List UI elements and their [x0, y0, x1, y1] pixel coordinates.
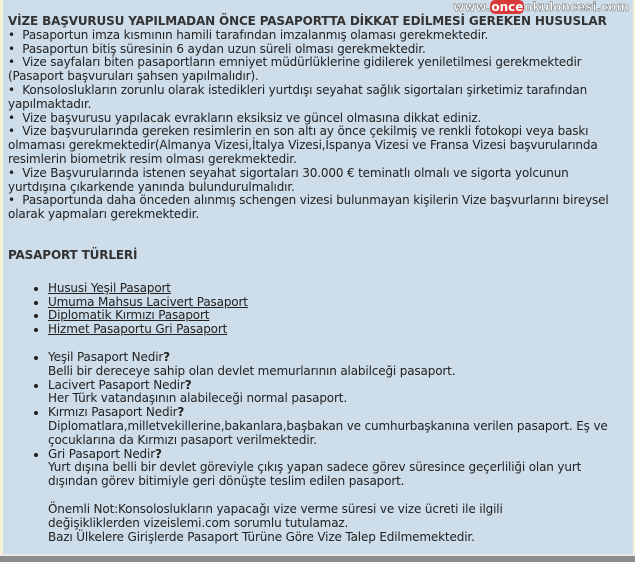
list-item: • Konsoloslukların zorunlu olarak istedikleri yurtdışı seyahat sağlık sigortaları şirketimiz tarafından yapılmaktadır.	[8, 82, 588, 111]
note-line: değişikliklerden vizeislemi.com sorumlu tutulamaz.	[48, 515, 349, 530]
bottom-border	[0, 554, 635, 562]
list-item-text: Pasaportun imza kısmının hamili tarafından imzalanmış olaması gerekmektedir.	[22, 27, 489, 42]
faq-answer: Belli bir dereceye sahip olan devlet memurlarının alabilceği pasaport.	[48, 363, 456, 378]
note-line: Bazı Ülkelere Girişlerde Pasaport Türüne Göre Vize Talep Edilmemektedir.	[48, 529, 475, 544]
note-line: Önemli Not:Konsoloslukların yapacağı vize verme süresi ve vize ücreti ile ilgili	[48, 501, 503, 516]
article	[8, 15, 628, 544]
list-item	[48, 296, 628, 310]
list-item-text: Vize sayfaları biten pasaportların emniyet müdürlüklerine gidilerek yeniletilmesi gerekmektedir (Pasaport başvuruları şahsen yapılmalıdır).	[8, 55, 582, 84]
list-item: • Vize başvurusu yapılacak evrakların eksiksiz ve güncel olmasına dikkat ediniz.	[8, 110, 482, 125]
list-item: • Vize başvurularında gereken resimlerin en son altı ay önce çekilmiş ve renkli fotokopi veya baskı olmaması gerekmektedir(Almanya Vizesi,İtalya Vizesi,İspanya Vizesi ve Fransa Vizesi başvurularında resimlerin biometrik resim olması gerekmektedir.	[8, 124, 598, 166]
list-item-text: Pasaportun bitiş süresinin 6 aydan uzun süreli olması gerekmektedir.	[22, 41, 426, 56]
link-hususi-yesil[interactable]: Hususi Yeşil Pasaport	[48, 280, 171, 295]
list-item	[48, 323, 628, 337]
watermark-logo: www.onceokuloncesi.com	[453, 0, 629, 14]
faq-item	[48, 379, 628, 407]
list-item-text: Konsoloslukların zorunlu olarak istedikleri yurtdışı seyahat sağlık sigortaları şirketimiz tarafından yapılmaktadır.	[8, 82, 588, 111]
list-item: • Pasaportun imza kısmının hamili tarafından imzalanmış olaması gerekmektedir.	[8, 27, 489, 42]
page-title: VİZE BAŞVURUSU YAPILMADAN ÖNCE PASAPORTTA DİKKAT EDİLMESİ GEREKEN HUSUSLAR	[8, 14, 607, 28]
passport-type-links	[8, 282, 628, 337]
faq-item	[48, 406, 628, 447]
faq-question: Gri Pasaport Nedir	[48, 446, 155, 461]
faq-question: Kırmızı Pasaport Nedir	[48, 405, 178, 420]
list-item: • Vize sayfaları biten pasaportların emniyet müdürlüklerine gidilerek yeniletilmesi gerekmektedir (Pasaport başvuruları şahsen yapılmalıdır).	[8, 55, 582, 84]
faq-question: Lacivert Pasaport Nedir	[48, 377, 185, 392]
requirements-list	[8, 29, 628, 222]
list-item	[48, 309, 628, 323]
faq-item	[48, 448, 628, 489]
list-item	[48, 282, 628, 296]
list-item-text: Vize başvurusu yapılacak evrakların eksiksiz ve güncel olmasına dikkat ediniz.	[22, 110, 482, 125]
question-mark: ?	[163, 349, 170, 364]
link-diplomatik-kirmizi[interactable]: Diplomatik Kırmızı Pasaport	[48, 308, 210, 323]
list-item: • Pasaportunda daha önceden alınmış schengen vizesi bulunmayan kişilerin Vize başvurlarını bireysel olarak yapmaları gerekmektedir.	[8, 193, 609, 222]
question-mark: ?	[177, 405, 185, 420]
faq-answer: Diplomatlara,milletvekillerine,bakanlara,başbakan ve cumhurbaşkanına verilen pasaport. Eş ve çocuklarına da Kırmızı pasaport verilmektedir.	[48, 418, 608, 447]
link-hizmet-gri[interactable]: Hizmet Pasaportu Gri Pasaport	[48, 322, 228, 337]
question-mark: ?	[155, 446, 162, 461]
faq-question: Yeşil Pasaport Nedir	[48, 349, 164, 364]
list-item: • Vize Başvurularında istenen seyahat sigortaları 30.000 € teminatlı olmalı ve sigorta yolcunun yurtdışına çıkarkende yanında bulundurulmalıdır.	[8, 165, 569, 194]
faq-answer: Yurt dışına belli bir devlet göreviyle çıkış yapan sadece görev süresince geçerliliği olan yurt dışından görev bitimiyle geri dönüşte teslim edilen pasaport.	[48, 460, 582, 489]
list-item-text: Pasaportunda daha önceden alınmış schengen vizesi bulunmayan kişilerin Vize başvurlarını bireysel olarak yapmaları gerekmektedir.	[8, 193, 609, 222]
list-item: • Pasaportun bitiş süresinin 6 aydan uzun süreli olması gerekmektedir.	[8, 41, 426, 56]
faq-answer: Her Türk vatandaşının alabileceği normal pasaport.	[48, 391, 347, 406]
section-heading: PASAPORT TÜRLERİ	[8, 247, 138, 262]
list-item-text: Vize Başvurularında istenen seyahat sigortaları 30.000 € teminatlı olmalı ve sigorta yolcunun yurtdışına çıkarkende yanında bulundurulmalıdır.	[8, 165, 569, 194]
faq-list	[8, 351, 628, 489]
link-umuma-mahsus-lacivert[interactable]: Umuma Mahsus Lacivert Pasaport	[48, 294, 248, 309]
list-item-text: Vize başvurularında gereken resimlerin en son altı ay önce çekilmiş ve renkli fotokopi veya baskı olmaması gerekmektedir(Almanya Vizesi,İtalya Vizesi,İspanya Vizesi ve Fransa Vizesi başvurularında resimlerin biometrik resim olması gerekmektedir.	[8, 124, 598, 166]
important-note	[8, 503, 628, 544]
faq-item	[48, 351, 628, 379]
question-mark: ?	[184, 377, 192, 392]
